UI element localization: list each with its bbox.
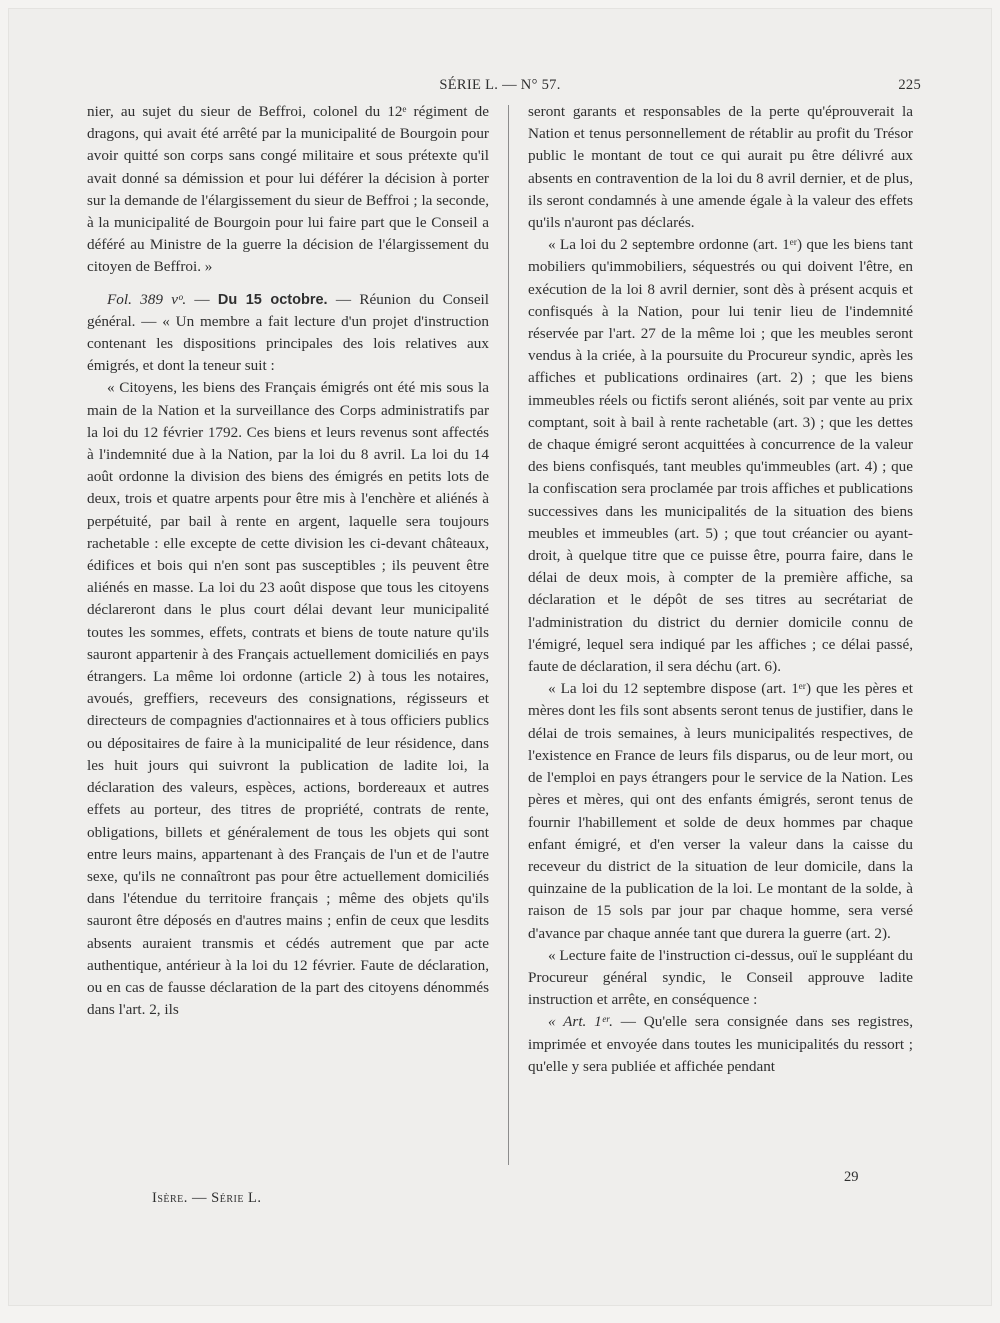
- running-header: [9, 77, 991, 97]
- signature-number: 29: [844, 1169, 859, 1185]
- paragraph-garants: seront garants et responsables de la perte qu'éprouverait la Nation et tenus personnellement de rétablir au profit du Trésor public le montant de tout ce qui aurait pu être délivré aux absents en contravention de la loi du 8 avril dernier, et de plus, ils seront condamnés à une amende égale à la valeur des effets qu'ils n'auront pas déclarés.: [528, 103, 913, 232]
- folio-text: — Réunion du Conseil général. — « Un membre a fait lecture d'un projet d'instruction contenant les dispositions principales des lois relatives aux émigrés, et dont la teneur suit :: [87, 290, 489, 375]
- paragraph-lecture-faite: « Lecture faite de l'instruction ci-dessus, ouï le suppléant du Procureur général syndic, le Conseil approuve ladite instruction et arrête, en conséquence :: [528, 946, 913, 1009]
- series-heading: SÉRIE L. — N° 57.: [439, 77, 561, 93]
- folio-reference: Fol. 389 vᵒ.: [107, 290, 187, 308]
- left-column: [87, 101, 489, 1021]
- document-page: [9, 9, 991, 1305]
- paragraph-beffroi: nier, au sujet du sieur de Beffroi, colonel du 12ᵉ régiment de dragons, qui avait été arrêté par la municipalité de Bourgoin pour avoir quitté son corps sans congé militaire et sous prétexte qu'il avait donné sa démission et pour lui déférer la décision à porter sur la demande de l'élargissement du sieur de Beffroi ; la seconde, à la municipalité de Bourgoin pour lui faire part que le Conseil a déféré au Ministre de la guerre la décision de l'élargissement du citoyen de Beffroi. »: [87, 103, 489, 276]
- right-column: [528, 101, 913, 1078]
- folio-dash: —: [186, 290, 218, 308]
- paragraph-loi-12-septembre: « La loi du 12 septembre dispose (art. 1ᵉʳ) que les pères et mères dont les fils sont absents seront tenus de justifier, dans le délai de trois semaines, à leurs municipalités respectives, de l'existence en France de leurs fils disparus, ou de leur mort, ou de l'emploi en pays étrangers pour le service de la Nation. Les pères et mères, qui ont des enfants émigrés, seront tenus de fournir l'habillement et solde de deux hommes par chaque enfant émigré, et d'en verser la valeur dans la caisse du receveur du district de la situation de leur domicile, dans la quinzaine de la publication de la loi. Le montant de la solde, à raison de 15 sols par jour par chaque homme, sera versé d'avance par chaque année tant que durera la guerre (art. 2).: [528, 680, 913, 942]
- paragraph-folio-15-octobre: [87, 289, 489, 378]
- paragraph-article-1: [528, 1011, 913, 1078]
- article-text: — Qu'elle sera consignée dans ses registres, imprimée et envoyée dans toutes les municipalités du ressort ; qu'elle y sera publiée et affichée pendant: [528, 1013, 913, 1075]
- column-divider: [508, 105, 509, 1165]
- date-heading: Du 15 octobre.: [217, 291, 328, 308]
- page-number: 225: [898, 77, 921, 93]
- paragraph-citoyens: « Citoyens, les biens des Français émigrés ont été mis sous la main de la Nation et la surveillance des Corps administratifs par la loi du 12 février 1792. Ces biens et leurs revenus sont affectés à l'indemnité due à la Nation, par la loi du 8 avril. La loi du 14 août ordonne la division des biens des émigrés en petits lots de deux, trois et quatre arpents pour être mis à l'enchère et aliénés à perpétuité, par bail à rente en argent, laquelle sera toujours rachetable : elle excepte de cette division les ci-devant châteaux, édifices et bois qui n'en sont pas susceptibles ; ils peuvent être aliénés en masse. La loi du 23 août dispose que tous les citoyens déclareront dans le plus court délai devant leur municipalité toutes les sommes, effets, contrats et biens de toute nature qu'ils sauront appartenir à des Français actuellement domiciliés en pays étrangers. La même loi ordonne (article 2) à tous les notaires, avoués, greffiers, receveurs des consignations, régisseurs et directeurs de compagnies d'actionnaires et à tous officiers publics ou dépositaires de faire à la municipalité de leur résidence, dans les huit jours qui suivront la publication de ladite loi, la déclaration des valeurs, espèces, actions, bordereaux et autres effets au porteur, des titres de propriété, contrats de rente, obligations, billets et généralement de tous les objets qui sont entre leurs mains, appartenant à des Français de l'un et de l'autre sexe, qu'ils ne connaîtront pas pour être actuellement domiciliés dans l'étendue du territoire français ; même des objets qu'ils sauront être déposés en d'autres mains ; enfin de ceux que lesdits absents auraient transmis et cédés autrement que par acte authentique, antérieur à la loi du 12 février. Faute de déclaration, ou en cas de fausse déclaration de la part des citoyens dénommés dans l'art. 2, ils: [87, 379, 489, 1019]
- footer-series: Isère. — Série L.: [152, 1190, 262, 1206]
- paragraph-loi-2-septembre: « La loi du 2 septembre ordonne (art. 1ᵉʳ) que les biens tant mobiliers qu'immobiliers, séquestrés ou qui doivent l'être, en exécution de la loi 8 avril dernier, sont dès à présent acquis et confisqués à la Nation, pour lui tenir lieu de l'indemnité réservée par l'art. 27 de la même loi ; que les meubles seront vendus à la criée, à la poursuite du Procureur syndic, après les affiches et publications ordinaires (art. 2) ; que les biens immeubles réels ou fictifs seront aliénés, soit par vente au prix comptant, soit à bail à rente rachetable (art. 3) ; que les dettes de chaque émigré seront acquittées à concurrence de la valeur des biens confisqués, tant meubles qu'immeubles (art. 4) ; que la confiscation sera proclamée par trois affiches et publications successives dans les municipalités de la situation des biens meubles et immeubles (art. 5) ; que tout créancier ou ayant-droit, à quelque titre que ce puisse être, pourra faire, dans le délai de deux mois, à compter de la première affiche, sa déclaration et le dépôt de ses titres au secrétariat de l'administration du district du dernier domicile connu de l'émigré, lequel sera indiqué par les affiches ; ce délai passé, faute de déclaration, il sera déchu (art. 6).: [528, 236, 913, 676]
- article-label: « Art. 1ᵉʳ.: [548, 1013, 613, 1031]
